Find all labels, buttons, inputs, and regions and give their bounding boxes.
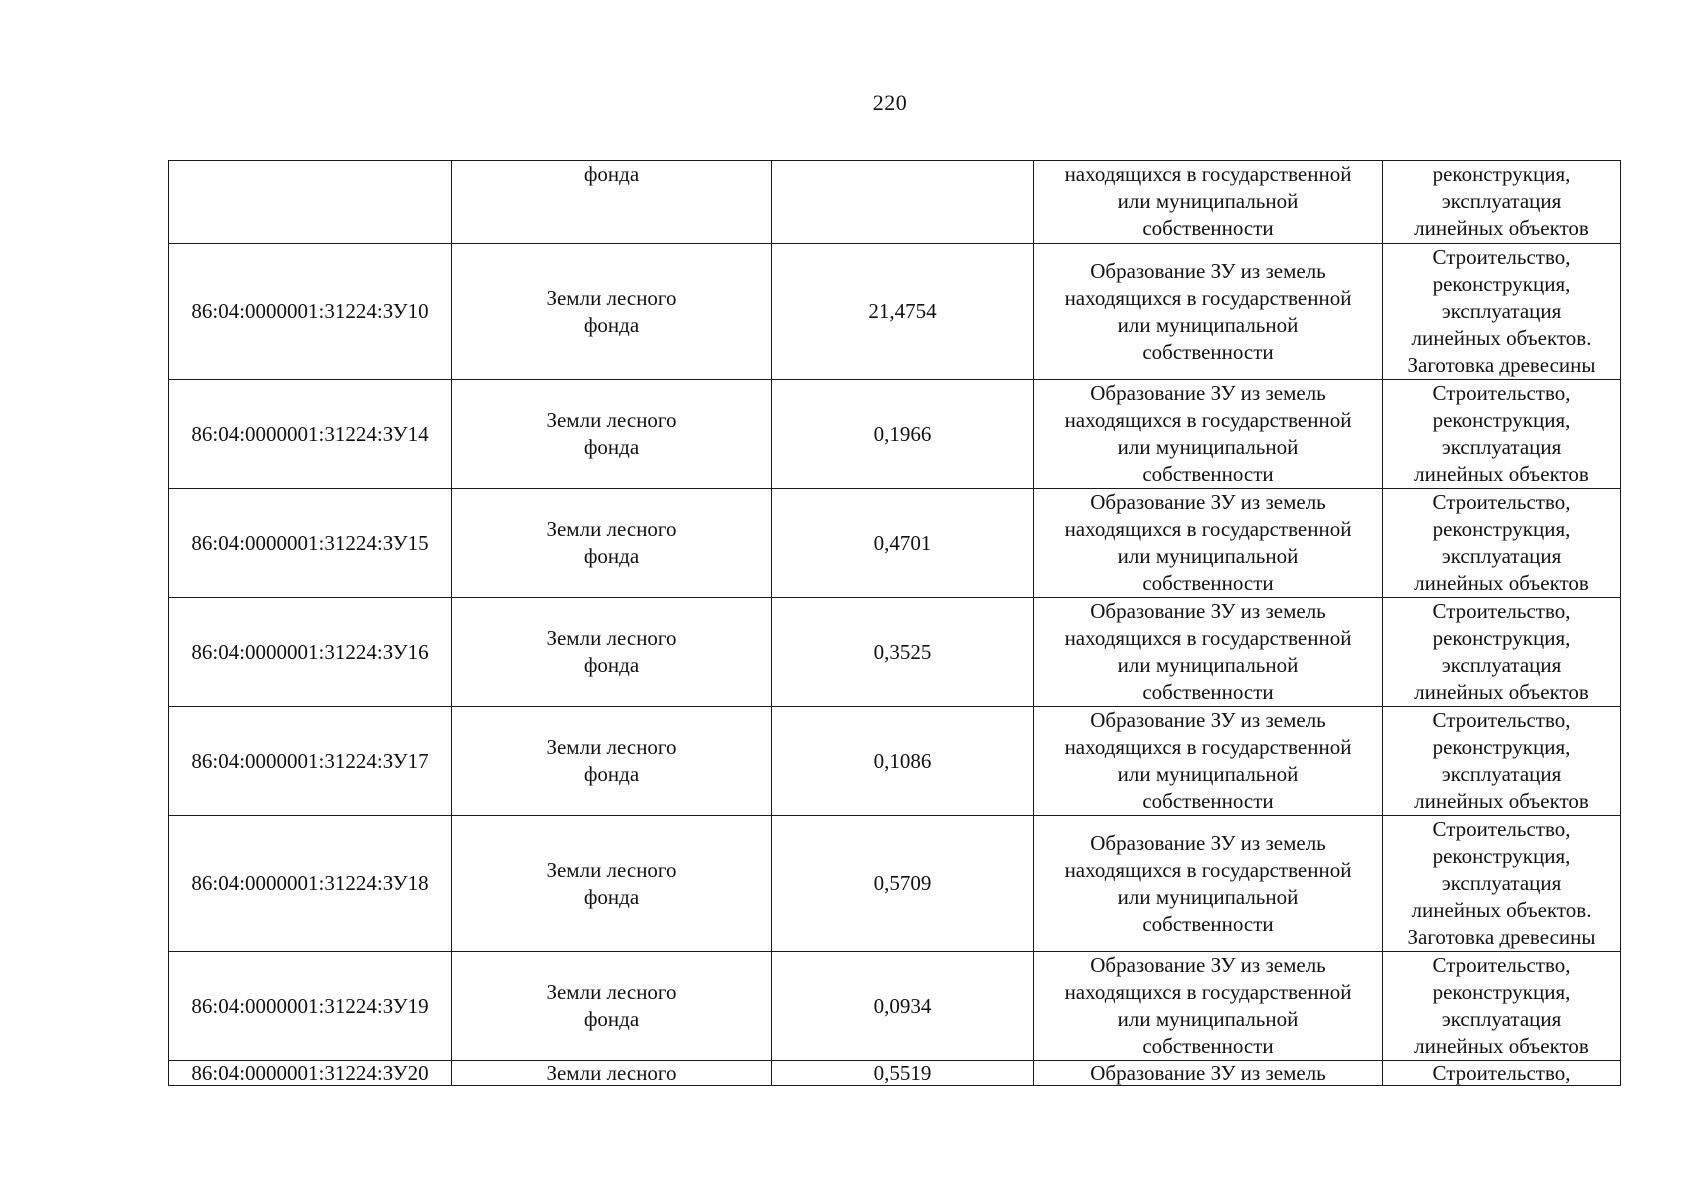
table-row — [169, 598, 1621, 707]
cell-permitted-use: Строительство, реконструкция, эксплуатация линейных объектов — [1383, 952, 1621, 1061]
table-row — [169, 1061, 1621, 1086]
cell-area: 0,4701 — [772, 489, 1034, 598]
cell-formation-method: Образование ЗУ из земель находящихся в государственной или муниципальной собственности — [1034, 952, 1383, 1061]
cell-cadastral-number: 86:04:0000001:31224:ЗУ18 — [169, 816, 452, 952]
cell-permitted-use: Строительство, — [1383, 1061, 1621, 1086]
page-number: 220 — [872, 90, 908, 115]
table-row — [169, 489, 1621, 598]
cell-area: 0,5709 — [772, 816, 1034, 952]
cell-land-category: Земли лесного фонда — [452, 598, 772, 707]
cell-formation-method: Образование ЗУ из земель находящихся в государственной или муниципальной собственности — [1034, 816, 1383, 952]
cell-land-category: Земли лесного фонда — [452, 707, 772, 816]
table-row — [169, 380, 1621, 489]
cell-land-category: Земли лесного фонда — [452, 244, 772, 380]
table-row-continued — [169, 161, 1621, 244]
cell-area: 0,3525 — [772, 598, 1034, 707]
cell-permitted-use: Строительство, реконструкция, эксплуатация линейных объектов — [1383, 489, 1621, 598]
table-row — [169, 816, 1621, 952]
cell-formation-method: Образование ЗУ из земель находящихся в государственной или муниципальной собственности — [1034, 598, 1383, 707]
cell-permitted-use: реконструкция, эксплуатация линейных объектов — [1383, 161, 1621, 244]
cell-land-category: фонда — [452, 161, 772, 244]
cell-cadastral-number: 86:04:0000001:31224:ЗУ17 — [169, 707, 452, 816]
cell-formation-method: Образование ЗУ из земель находящихся в государственной или муниципальной собственности — [1034, 489, 1383, 598]
cell-cadastral-number: 86:04:0000001:31224:ЗУ16 — [169, 598, 452, 707]
cell-permitted-use: Строительство, реконструкция, эксплуатация линейных объектов — [1383, 707, 1621, 816]
cell-formation-method: Образование ЗУ из земель находящихся в государственной или муниципальной собственности — [1034, 707, 1383, 816]
cell-land-category: Земли лесного фонда — [452, 952, 772, 1061]
table-row — [169, 244, 1621, 380]
cell-formation-method: Образование ЗУ из земель находящихся в государственной или муниципальной собственности — [1034, 380, 1383, 489]
cell-land-category: Земли лесного — [452, 1061, 772, 1086]
cell-land-category: Земли лесного фонда — [452, 816, 772, 952]
cell-permitted-use: Строительство, реконструкция, эксплуатация линейных объектов — [1383, 598, 1621, 707]
cell-cadastral-number: 86:04:0000001:31224:ЗУ19 — [169, 952, 452, 1061]
cell-area: 0,1966 — [772, 380, 1034, 489]
cell-cadastral-number — [169, 161, 452, 244]
table-row — [169, 952, 1621, 1061]
cell-cadastral-number: 86:04:0000001:31224:ЗУ20 — [169, 1061, 452, 1086]
cell-area — [772, 161, 1034, 244]
land-plots-table — [168, 160, 1621, 1086]
cell-area: 21,4754 — [772, 244, 1034, 380]
cell-formation-method: находящихся в государственной или муниципальной собственности — [1034, 161, 1383, 244]
cell-cadastral-number: 86:04:0000001:31224:ЗУ14 — [169, 380, 452, 489]
cell-permitted-use: Строительство, реконструкция, эксплуатация линейных объектов — [1383, 380, 1621, 489]
cell-area: 0,0934 — [772, 952, 1034, 1061]
cell-land-category: Земли лесного фонда — [452, 380, 772, 489]
table-row — [169, 707, 1621, 816]
cell-cadastral-number: 86:04:0000001:31224:ЗУ15 — [169, 489, 452, 598]
cell-permitted-use: Строительство, реконструкция, эксплуатация линейных объектов. Заготовка древесины — [1383, 816, 1621, 952]
cell-formation-method: Образование ЗУ из земель — [1034, 1061, 1383, 1086]
cell-area: 0,1086 — [772, 707, 1034, 816]
cell-cadastral-number: 86:04:0000001:31224:ЗУ10 — [169, 244, 452, 380]
cell-formation-method: Образование ЗУ из земель находящихся в государственной или муниципальной собственности — [1034, 244, 1383, 380]
cell-area: 0,5519 — [772, 1061, 1034, 1086]
cell-land-category: Земли лесного фонда — [452, 489, 772, 598]
cell-permitted-use: Строительство, реконструкция, эксплуатация линейных объектов. Заготовка древесины — [1383, 244, 1621, 380]
